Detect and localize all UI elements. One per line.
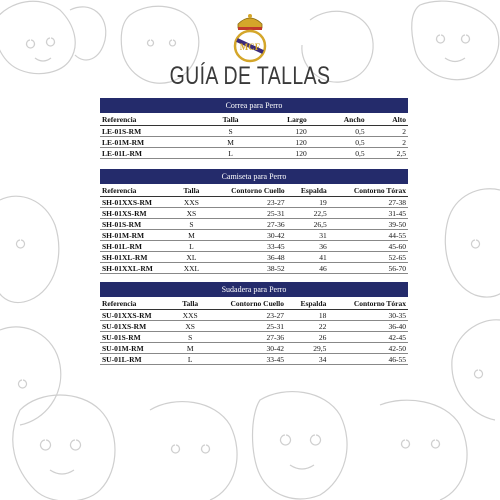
table-cell: SU-01S-RM	[100, 332, 176, 343]
table-cell: 27-36	[206, 219, 287, 230]
table-cell: 2	[367, 137, 408, 148]
column-header: Ancho	[309, 113, 367, 126]
table-row	[100, 310, 408, 321]
table-cell: 36-40	[328, 321, 408, 332]
table-cell: SU-01XS-RM	[100, 321, 176, 332]
table-cell: 52-65	[329, 252, 408, 263]
table-title: Correa para Perro	[100, 98, 408, 113]
column-header: Referencia	[100, 184, 177, 197]
table-cell: 25-31	[204, 321, 286, 332]
table-cell: 26,5	[287, 219, 329, 230]
page-title: GUÍA DE TALLAS	[169, 62, 331, 90]
table-cell: 22,5	[287, 208, 329, 219]
table-cell: SH-01XL-RM	[100, 252, 177, 263]
table-cell: L	[207, 148, 254, 159]
table-row	[100, 219, 408, 230]
table-cell: M	[177, 230, 205, 241]
column-header: Espalda	[286, 297, 328, 310]
table-cell: 30-35	[328, 310, 408, 321]
table-cell: 46-55	[328, 354, 408, 365]
table-cell: 42-50	[328, 343, 408, 354]
table-cell: XS	[176, 321, 204, 332]
table-cell: SH-01XXL-RM	[100, 263, 177, 274]
column-header: Contorno Cuello	[206, 184, 287, 197]
column-header: Contorno Tórax	[328, 297, 408, 310]
table-cell: 19	[287, 197, 329, 208]
table-cell: LE-01M-RM	[100, 137, 207, 148]
table-cell: SH-01L-RM	[100, 241, 177, 252]
table-row	[100, 354, 408, 365]
table-cell: SU-01M-RM	[100, 343, 176, 354]
table-cell: 2,5	[367, 148, 408, 159]
table-row	[100, 148, 408, 159]
table-cell: 41	[287, 252, 329, 263]
table-cell: 18	[286, 310, 328, 321]
svg-text:MCF: MCF	[239, 42, 261, 52]
table-row	[100, 230, 408, 241]
column-header: Espalda	[287, 184, 329, 197]
table-cell: 22	[286, 321, 328, 332]
table-row	[100, 343, 408, 354]
table-cell: 38-52	[206, 263, 287, 274]
table-cell: 44-55	[329, 230, 408, 241]
table-cell: 31	[287, 230, 329, 241]
column-header: Talla	[176, 297, 204, 310]
table-cell: 23-27	[206, 197, 287, 208]
table-cell: LE-01L-RM	[100, 148, 207, 159]
table-cell: 23-27	[204, 310, 286, 321]
table-cell: 30-42	[204, 343, 286, 354]
camiseta-size-table	[100, 169, 408, 274]
table-row	[100, 263, 408, 274]
table-cell: 120	[254, 126, 309, 137]
table-cell: XS	[177, 208, 205, 219]
dog-head-sketch-left-middle	[0, 196, 61, 425]
sudadera-size-table	[100, 282, 408, 365]
table-row	[100, 208, 408, 219]
table-row	[100, 252, 408, 263]
table-cell: L	[176, 354, 204, 365]
table-row	[100, 321, 408, 332]
table-cell: M	[176, 343, 204, 354]
table-row	[100, 126, 408, 137]
table-cell: XXS	[177, 197, 205, 208]
table-cell: SU-01L-RM	[100, 354, 176, 365]
table-title: Sudadera para Perro	[100, 282, 408, 297]
table-cell: 0,5	[309, 137, 367, 148]
table-row	[100, 137, 408, 148]
table-cell: 34	[286, 354, 328, 365]
table-cell: 42-45	[328, 332, 408, 343]
column-header: Talla	[207, 113, 254, 126]
table-cell: SH-01XXS-RM	[100, 197, 177, 208]
table-cell: 30-42	[206, 230, 287, 241]
table-cell: XXL	[177, 263, 205, 274]
column-header: Referencia	[100, 297, 176, 310]
dog-head-sketch-bottom	[13, 392, 467, 500]
table-cell: 39-50	[329, 219, 408, 230]
table-cell: 56-70	[329, 263, 408, 274]
table-cell: SU-01XXS-RM	[100, 310, 176, 321]
table-row	[100, 241, 408, 252]
table-cell: XL	[177, 252, 205, 263]
table-row	[100, 332, 408, 343]
table-cell: 0,5	[309, 148, 367, 159]
column-header: Talla	[177, 184, 205, 197]
table-cell: 36	[287, 241, 329, 252]
table-cell: SH-01S-RM	[100, 219, 177, 230]
table-cell: 120	[254, 137, 309, 148]
table-cell: S	[177, 219, 205, 230]
table-cell: 33-45	[204, 354, 286, 365]
column-header: Largo	[254, 113, 309, 126]
table-cell: XXS	[176, 310, 204, 321]
column-header: Referencia	[100, 113, 207, 126]
real-madrid-crest	[228, 10, 272, 66]
table-cell: 25-31	[206, 208, 287, 219]
table-title: Camiseta para Perro	[100, 169, 408, 184]
table-row	[100, 197, 408, 208]
table-cell: 46	[287, 263, 329, 274]
table-cell: 31-45	[329, 208, 408, 219]
table-cell: 29,5	[286, 343, 328, 354]
correa-size-table	[100, 98, 408, 159]
table-cell: 26	[286, 332, 328, 343]
table-cell: S	[207, 126, 254, 137]
table-cell: S	[176, 332, 204, 343]
column-header: Alto	[367, 113, 408, 126]
table-cell: 27-38	[329, 197, 408, 208]
table-cell: 0,5	[309, 126, 367, 137]
table-cell: 27-36	[204, 332, 286, 343]
table-cell: 45-60	[329, 241, 408, 252]
table-cell: SH-01M-RM	[100, 230, 177, 241]
table-cell: 120	[254, 148, 309, 159]
table-cell: L	[177, 241, 205, 252]
table-cell: 36-48	[206, 252, 287, 263]
table-cell: 2	[367, 126, 408, 137]
dog-head-sketch-right-middle	[445, 189, 500, 420]
column-header: Contorno Tórax	[329, 184, 408, 197]
table-cell: LE-01S-RM	[100, 126, 207, 137]
table-cell: M	[207, 137, 254, 148]
table-cell: 33-45	[206, 241, 287, 252]
table-cell: SH-01XS-RM	[100, 208, 177, 219]
column-header: Contorno Cuello	[204, 297, 286, 310]
